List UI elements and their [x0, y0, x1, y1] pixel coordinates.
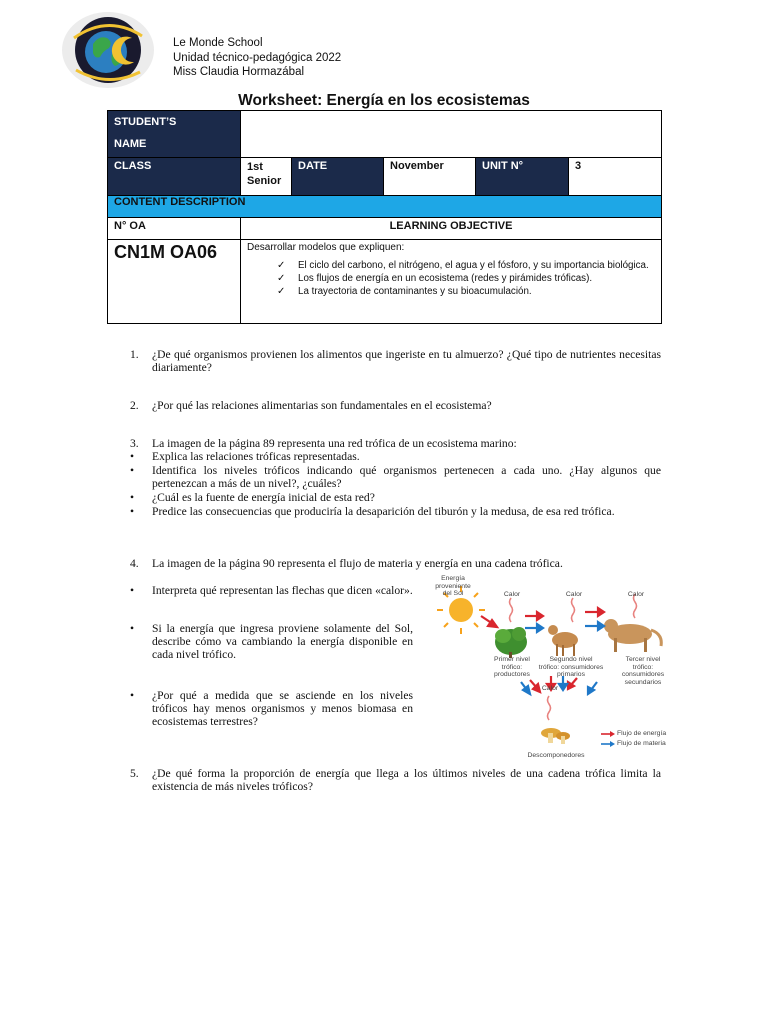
- q3-bullet: [130, 464, 661, 490]
- objective-intro: Desarrollar modelos que expliquen:: [247, 242, 405, 253]
- level-2-label: [533, 656, 609, 679]
- date-label: DATE: [292, 158, 384, 196]
- bullet-text: Explica las relaciones tróficas representadas.: [152, 450, 360, 463]
- class-value: [241, 158, 292, 196]
- question-number: 3.: [130, 437, 139, 450]
- heat-label: Calor: [503, 591, 521, 598]
- unit-label: UNIT N°: [476, 158, 569, 196]
- level-label-line: secundarios: [624, 678, 662, 686]
- puma-icon: [604, 619, 661, 652]
- student-info-table: [107, 110, 662, 324]
- date-value: November: [384, 158, 476, 196]
- level-label-line: Primer nivel: [494, 656, 530, 663]
- level-label-line: Tercer nivel: [625, 656, 661, 663]
- sun-label: [423, 575, 483, 598]
- teacher-name: Miss Claudia Hormazábal: [173, 66, 305, 78]
- objective-text: El ciclo del carbono, el nitrógeno, el agua y el fósforo, y su importancia biológica.: [298, 260, 649, 271]
- student-name-label: [108, 111, 241, 158]
- class-label: CLASS: [108, 158, 241, 196]
- school-unit: Unidad técnico-pedagógica 2022: [173, 51, 342, 64]
- objective-item: [277, 285, 655, 298]
- decomposers-label: Descomponedores: [527, 752, 585, 759]
- question-text: ¿Por qué las relaciones alimentarias son fundamentales en el ecosistema?: [152, 399, 492, 412]
- level-label-line: productores: [494, 671, 530, 679]
- school-name: Le Monde School: [173, 37, 263, 49]
- students-label: STUDENT’S: [114, 116, 177, 128]
- question-text: ¿De qué forma la proporción de energía que llega a los últimos niveles de una cadena trófica limita la existencia de más niveles tróficos?: [152, 767, 661, 793]
- heat-label: Calor: [565, 591, 583, 598]
- mushroom-icon: [541, 728, 570, 744]
- bullet-text: Si la energía que ingresa proviene solamente del Sol, describe cómo va cambiando la energía disponible en cada nivel trófico.: [152, 622, 413, 661]
- heat-label: Calor: [627, 591, 645, 598]
- q3-bullet: [130, 505, 661, 518]
- bullet-icon: •: [130, 584, 135, 597]
- school-logo: [60, 8, 160, 92]
- bullet-text: ¿Por qué a medida que se asciende en los niveles tróficos hay menos organismos y menos biomasa en ecosistemas terrestres?: [152, 689, 413, 728]
- question-number: 1.: [130, 348, 139, 361]
- q3-bullet: [130, 450, 661, 463]
- diagram-legend: [601, 731, 615, 747]
- question-text: La imagen de la página 89 representa una red trófica de un ecosistema marino:: [152, 437, 517, 450]
- bullet-icon: •: [130, 505, 135, 518]
- question-number: 4.: [130, 557, 139, 570]
- bullet-text: Predice las consecuencias que produciría la desaparición del tiburón y la medusa, de esa red trófica.: [152, 505, 615, 518]
- name-label: NAME: [114, 138, 147, 150]
- q4-bullet: [130, 584, 413, 597]
- worksheet-title: Worksheet: Energía en los ecosistemas: [238, 92, 530, 109]
- check-icon: ✓: [277, 286, 286, 297]
- energy-flow-diagram: [425, 572, 675, 762]
- check-icon: ✓: [277, 273, 286, 284]
- oa-code: CN1M OA06: [108, 240, 241, 324]
- level-label-line: trófico: consumidores: [538, 663, 604, 671]
- check-icon: ✓: [277, 260, 286, 271]
- learning-objective-label: LEARNING OBJECTIVE: [241, 218, 662, 240]
- q3-bullet: [130, 491, 661, 504]
- class-value-1: 1st: [247, 161, 263, 173]
- class-value-2: Senior: [247, 175, 282, 187]
- question-2: [130, 399, 661, 412]
- objective-list: [247, 259, 655, 298]
- q4-bullet: [130, 689, 413, 728]
- bullet-icon: •: [130, 491, 135, 504]
- bullet-icon: •: [130, 464, 135, 477]
- level-3-label: [613, 656, 673, 686]
- school-header: [173, 36, 341, 80]
- unit-value: 3: [569, 158, 662, 196]
- bullet-icon: •: [130, 622, 135, 635]
- level-label-line: consumidores: [621, 671, 665, 679]
- legend-matter-label: Flujo de materia: [617, 740, 666, 747]
- level-label-line: trófico:: [632, 663, 654, 671]
- plant-icon: [495, 627, 527, 658]
- question-number: 5.: [130, 767, 139, 780]
- sun-label-line: Energía proveniente: [435, 575, 471, 590]
- question-5: [130, 767, 661, 793]
- question-text: ¿De qué organismos provienen los alimentos que ingeriste en tu almuerzo? ¿Qué tipo de nutrientes necesitas diariamente?: [152, 348, 661, 374]
- bullet-icon: •: [130, 689, 135, 702]
- level-label-line: Segundo nivel: [549, 656, 593, 663]
- legend-energy-label: Flujo de energía: [617, 730, 667, 737]
- objective-text: Los flujos de energía en un ecosistema (redes y pirámides tróficas).: [298, 273, 593, 284]
- level-label-line: trófico:: [501, 663, 523, 671]
- q4-bullet: [130, 622, 413, 661]
- bullet-icon: •: [130, 450, 135, 463]
- question-4: [130, 557, 661, 570]
- bullet-text: Identifica los niveles tróficos indicando qué organismos pertenecen a cada uno. ¿Hay algunos que pertenezcan a más de un nivel?, ¿cuáles?: [152, 464, 661, 490]
- sun-label-line: del Sol: [442, 590, 464, 598]
- question-3: [130, 437, 661, 450]
- heat-label: Calor: [541, 685, 559, 692]
- objective-item: [277, 259, 655, 272]
- noa-label: N° OA: [108, 218, 241, 240]
- content-description: CONTENT DESCRIPTION: [108, 196, 662, 218]
- objective-cell: [241, 240, 662, 324]
- objective-item: [277, 272, 655, 285]
- question-1: [130, 348, 661, 374]
- level-label-line: primarios: [557, 671, 585, 679]
- bullet-text: Interpreta qué representan las flechas que dicen «calor».: [152, 584, 413, 597]
- bullet-text: ¿Cuál es la fuente de energía inicial de esta red?: [152, 491, 375, 504]
- objective-text: La trayectoria de contaminantes y su bioacumulación.: [298, 286, 532, 297]
- deer-icon: [548, 625, 578, 656]
- question-number: 2.: [130, 399, 139, 412]
- question-text: La imagen de la página 90 representa el flujo de materia y energía en una cadena trófica.: [152, 557, 563, 570]
- student-name-field[interactable]: [241, 111, 662, 158]
